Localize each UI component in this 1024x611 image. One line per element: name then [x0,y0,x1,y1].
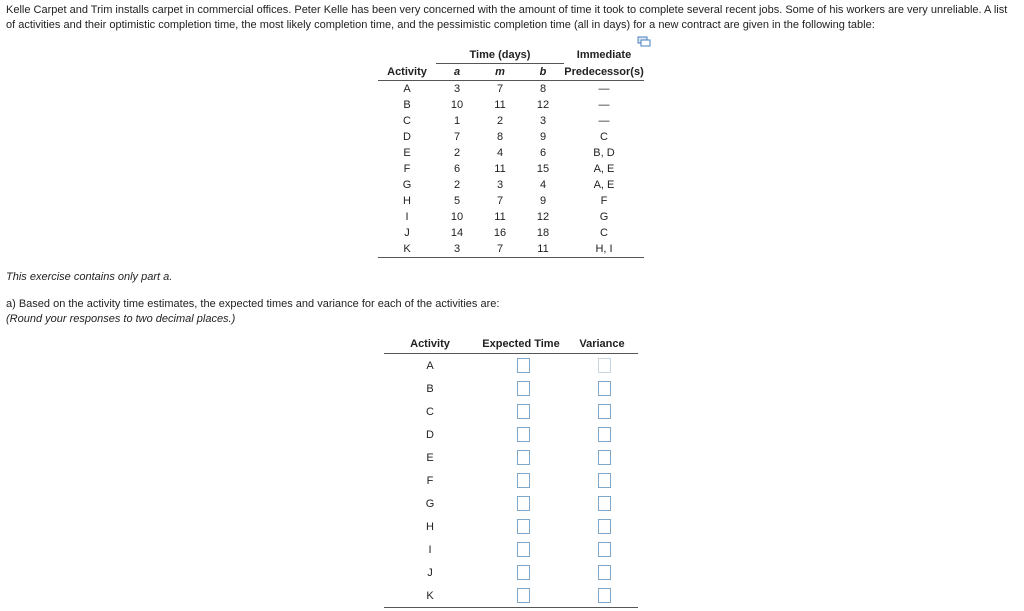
answer-row [384,469,638,492]
answer-activity-label: G [425,497,435,510]
variance-cell [566,354,638,378]
answer-row [384,538,638,561]
expected-time-input-c[interactable] [517,404,530,419]
variance-input-i[interactable] [598,542,611,557]
cell-predecessors: G [599,211,609,223]
table-row [378,161,644,177]
table-row [378,97,644,113]
cell-a: 14 [450,227,464,239]
answer-activity-label: K [384,584,476,608]
expected-time-input-d[interactable] [517,427,530,442]
cell-activity: K [378,241,436,258]
cell-predecessors: C [600,131,608,143]
expected-time-cell [476,515,566,538]
variance-input-b[interactable] [598,381,611,396]
answer-table [384,336,638,608]
cell-a: 3 [453,83,461,95]
col-header-activity: Activity [378,47,436,81]
cell-m: 2 [496,115,504,127]
cell-activity: E [403,147,411,159]
expected-time-cell [476,469,566,492]
cell-activity: A [403,83,411,95]
cell-m: 7 [496,195,504,207]
table-row [378,177,644,193]
variance-input-c[interactable] [598,404,611,419]
variance-input-j[interactable] [598,565,611,580]
cell-m: 7 [478,241,522,258]
cell-a: 2 [453,147,461,159]
table-row [378,129,644,145]
answer-row [384,561,638,584]
cell-predecessors: B, D [593,147,615,159]
answer-row [384,492,638,515]
cell-activity: H [403,195,411,207]
expected-time-input-b[interactable] [517,381,530,396]
variance-cell [566,584,638,608]
col-header-a: a [436,64,478,81]
cell-m: 3 [496,179,504,191]
table-row [378,241,644,258]
variance-cell [566,423,638,446]
cell-m: 11 [494,211,506,223]
variance-cell [566,469,638,492]
answer-activity-label: F [426,474,434,487]
variance-input-g[interactable] [598,496,611,511]
cell-a: 5 [453,195,461,207]
col-header-time-days: Time (days) [436,47,564,64]
table-row [378,209,644,225]
expected-time-input-i[interactable] [517,542,530,557]
expected-time-cell [476,423,566,446]
expected-time-cell [476,400,566,423]
problem-statement: Kelle Carpet and Trim installs carpet in commercial offices. Peter Kelle has been very concerned with the amount of time it took to complete several recent jobs. Some of his workers are very unreliable. A list of activities and their optimistic completion time, the most likely completion time, and the pessimistic completion time (all in days) for a new contract are given in the following table: [6,4,1008,31]
expected-time-cell [476,584,566,608]
cell-b: 9 [539,131,547,143]
cell-predecessors: A, E [593,179,615,191]
col-header-m: m [478,64,522,81]
col-header-b: b [522,64,564,81]
cell-predecessors: H, I [564,241,644,258]
cell-predecessors: F [600,195,608,207]
cell-m: 7 [496,83,504,95]
col-header-immediate: Immediate [576,49,632,62]
expected-time-input-j[interactable] [517,565,530,580]
cell-m: 11 [494,163,506,175]
answer-row [384,423,638,446]
expected-time-cell [476,561,566,584]
answer-row [384,584,638,608]
col-header-predecessors: Predecessor(s) [564,64,644,81]
variance-input-e[interactable] [598,450,611,465]
cell-m: 11 [494,99,506,111]
answer-row [384,400,638,423]
variance-input-h[interactable] [598,519,611,534]
cell-predecessors: C [600,227,608,239]
cell-activity: B [403,99,411,111]
expected-time-cell [476,446,566,469]
cell-b: 3 [539,115,547,127]
table-row [378,113,644,129]
variance-cell [566,538,638,561]
cell-b: 9 [539,195,547,207]
table-row [378,81,644,98]
variance-input-f[interactable] [598,473,611,488]
table-row [378,193,644,209]
cell-b: 11 [522,241,564,258]
rounding-instruction: (Round your responses to two decimal places.) [6,313,236,325]
variance-cell [566,492,638,515]
table-row [378,145,644,161]
cell-m: 4 [496,147,504,159]
cell-predecessors: — [598,99,610,111]
expected-time-input-a[interactable] [517,358,530,373]
cell-b: 4 [539,179,547,191]
variance-cell [566,446,638,469]
cell-a: 6 [453,163,461,175]
answer-activity-label: B [426,382,434,395]
table-row [378,225,644,241]
expected-time-cell [476,538,566,561]
expected-time-input-f[interactable] [517,473,530,488]
answer-col-activity: Activity [384,336,476,354]
expected-time-input-k[interactable] [517,588,530,603]
cell-a: 2 [453,179,461,191]
expected-time-input-h[interactable] [517,519,530,534]
cell-activity: G [402,179,412,191]
cell-a: 7 [453,131,461,143]
variance-input-k[interactable] [598,588,611,603]
cell-m: 16 [493,227,507,239]
expected-time-input-e[interactable] [517,450,530,465]
cell-activity: F [403,163,411,175]
cell-b: 8 [539,83,547,95]
answer-row [384,446,638,469]
expected-time-cell [476,492,566,515]
cell-b: 18 [536,227,550,239]
cell-a: 10 [450,99,464,111]
cell-m: 8 [496,131,504,143]
question-a [6,297,499,327]
variance-input-a[interactable] [598,358,611,373]
exercise-note: This exercise contains only part a. [6,271,173,283]
answer-row [384,515,638,538]
answer-activity-label: D [426,428,434,441]
answer-row [384,354,638,378]
expected-time-cell [476,377,566,400]
variance-cell [566,400,638,423]
answer-activity-label: J [427,566,433,579]
question-a-text: a) Based on the activity time estimates, the expected times and variance for each of the activities are: [6,298,500,310]
answer-col-variance: Variance [566,336,638,354]
cell-b: 15 [536,163,550,175]
answer-col-expected-time: Expected Time [476,336,566,354]
cell-a: 1 [453,115,461,127]
cell-a: 3 [436,241,478,258]
expected-time-cell [476,354,566,378]
cell-activity: D [403,131,411,143]
cell-b: 6 [539,147,547,159]
answer-row [384,377,638,400]
variance-cell [566,515,638,538]
cell-predecessors: A, E [593,163,615,175]
answer-activity-label: C [426,405,434,418]
variance-input-d[interactable] [598,427,611,442]
cell-b: 12 [536,211,550,223]
cell-activity: J [404,227,410,239]
cell-b: 12 [536,99,550,111]
cell-activity: I [405,211,409,223]
answer-activity-label: H [426,520,434,533]
cell-a: 10 [450,211,464,223]
answer-activity-label: E [426,451,434,464]
expected-time-input-g[interactable] [517,496,530,511]
variance-cell [566,377,638,400]
cell-activity: C [403,115,411,127]
activity-times-table [378,47,644,258]
cell-predecessors: — [598,83,610,95]
answer-activity-label: A [426,359,434,372]
cell-predecessors: — [598,115,610,127]
answer-activity-label: I [428,543,432,556]
variance-cell [566,561,638,584]
